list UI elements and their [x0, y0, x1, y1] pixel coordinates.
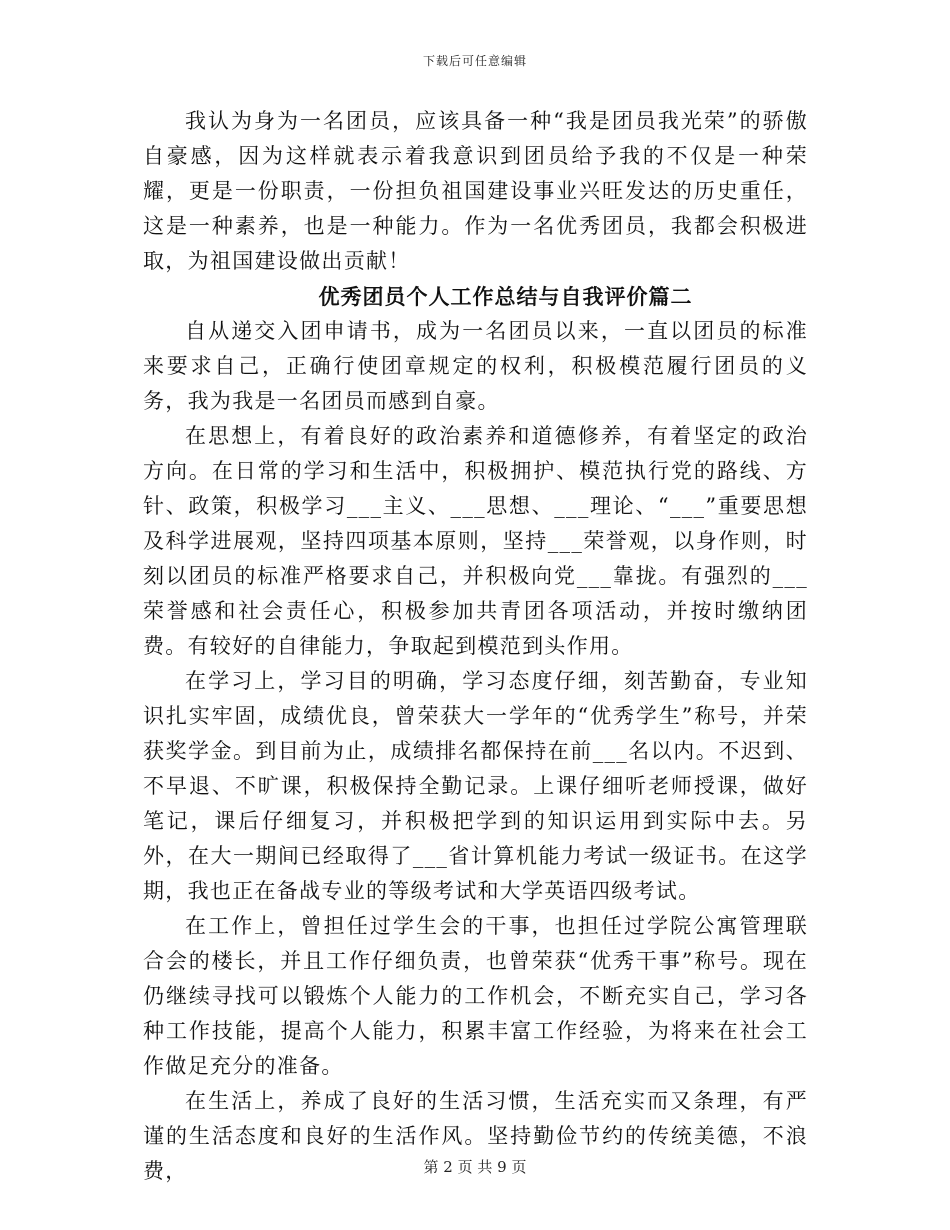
paragraph-4: 在学习上，学习目的明确，学习态度仔细，刻苦勤奋，专业知识扎实牢固，成绩优良，曾荣获大一学年的“优秀学生”称号，并荣获奖学金。到目前为止，成绩排名都保持在前___名以内。不迟到、不早退、不旷课，积极保持全勤记录。上课仔细听老师授课，做好笔记，课后仔细复习，并积极把学到的知识运用到实际中去。另外，在大一期间已经取得了___省计算机能力考试一级证书。在这学期，我也正在备战专业的等级考试和大学英语四级考试。 [143, 669, 808, 903]
section-heading: 优秀团员个人工作总结与自我评价篇二 [318, 284, 693, 309]
page-number: 第 2 页 共 9 页 [423, 1158, 527, 1176]
paragraph-1: 我认为身为一名团员，应该具备一种“我是团员我光荣”的骄傲自豪感，因为这样就表示着我意识到团员给予我的不仅是一种荣耀，更是一份职责，一份担负祖国建设事业兴旺发达的历史重任，这是一种素养，也是一种能力。作为一名优秀团员，我都会积极进取，为祖国建设做出贡献！ [143, 109, 808, 273]
document-body [143, 104, 808, 1189]
paragraph-6: 在生活上，养成了良好的生活习惯，生活充实而又条理，有严谨的生活态度和良好的生活作风。坚持勤俭节约的传统美德，不浪费， [143, 1089, 808, 1183]
paragraph-2: 自从递交入团申请书，成为一名团员以来，一直以团员的标准来要求自己，正确行使团章规定的权利，积极模范履行团员的义务，我为我是一名团员而感到自豪。 [143, 319, 808, 413]
page-header-note: 下载后可任意编辑 [422, 54, 527, 68]
paragraph-3: 在思想上，有着良好的政治素养和道德修养，有着坚定的政治方向。在日常的学习和生活中，积极拥护、模范执行党的路线、方针、政策，积极学习___主义、___思想、___理论、“___”重要思想及科学进展观，坚持四项基本原则，坚持___荣誉观，以身作则，时刻以团员的标准严格要求自己，并积极向党___靠拢。有强烈的___荣誉感和社会责任心，积极参加共青团各项活动，并按时缴纳团费。有较好的自律能力，争取起到模范到头作用。 [143, 424, 808, 658]
paragraph-5: 在工作上，曾担任过学生会的干事，也担任过学院公寓管理联合会的楼长，并且工作仔细负责，也曾荣获“优秀干事”称号。现在仍继续寻找可以锻炼个人能力的工作机会，不断充实自己，学习各种工作技能，提高个人能力，积累丰富工作经验，为将来在社会工作做足充分的准备。 [143, 914, 808, 1078]
